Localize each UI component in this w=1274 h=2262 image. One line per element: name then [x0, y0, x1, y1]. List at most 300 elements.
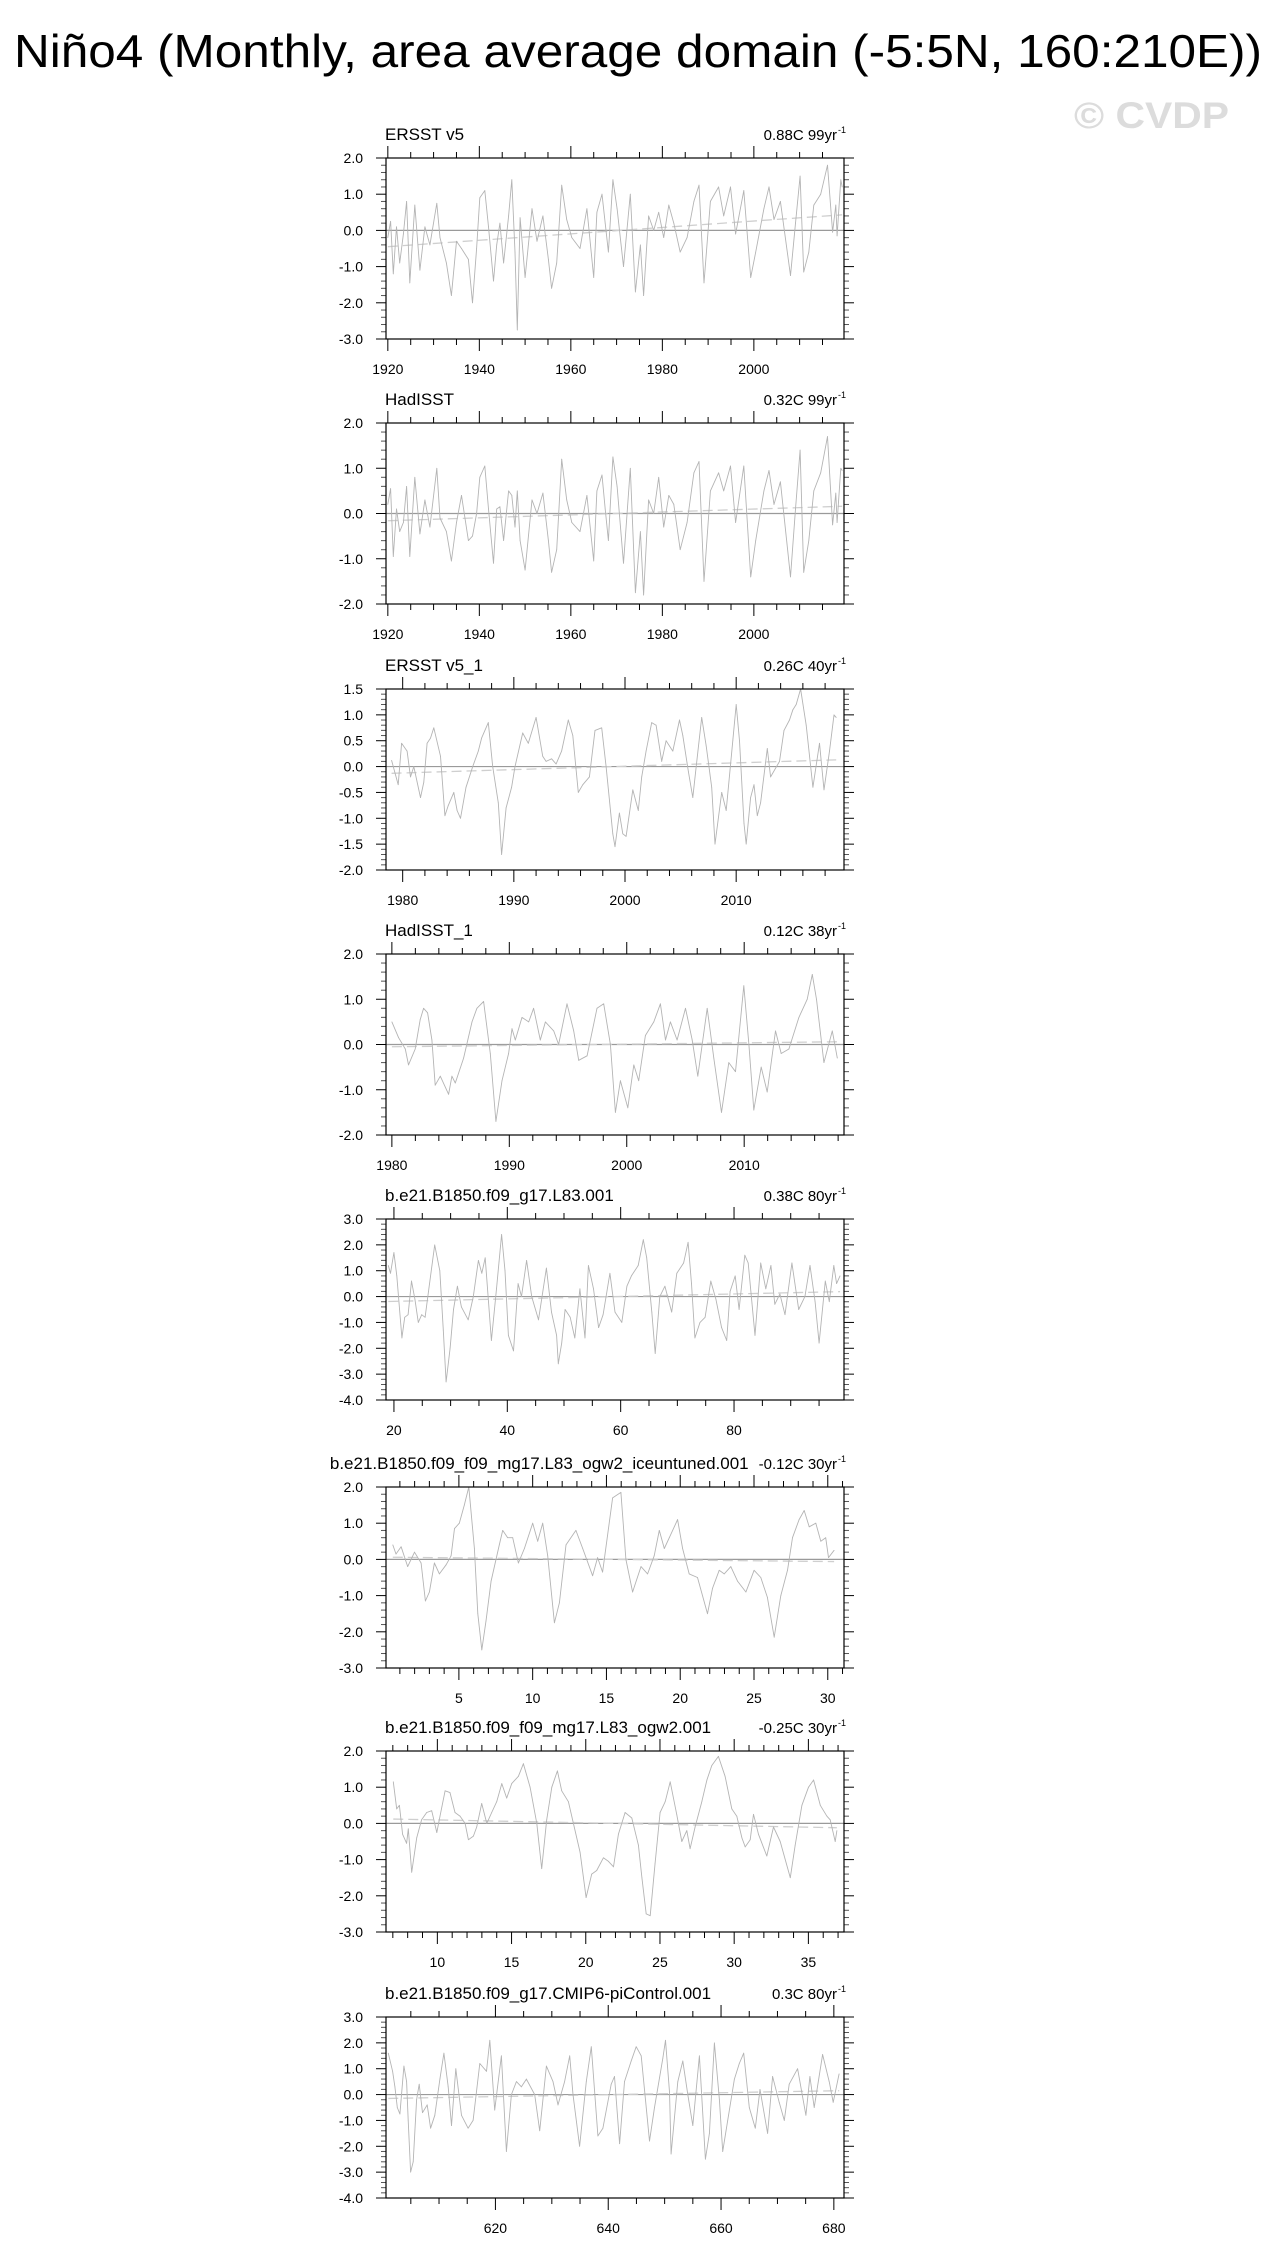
- data-point: [431, 1810, 432, 1811]
- data-point: [659, 1530, 660, 1531]
- y-tick-label: -2.0: [338, 596, 363, 612]
- data-point: [812, 974, 813, 975]
- data-point: [813, 1780, 814, 1781]
- panel-title: HadISST_1: [385, 921, 473, 940]
- data-point: [454, 1528, 455, 1529]
- data-point: [795, 509, 796, 510]
- x-tick-label: 30: [819, 1690, 836, 1706]
- data-point: [730, 1291, 731, 1292]
- data-point: [701, 1801, 702, 1802]
- data-point: [499, 1545, 500, 1546]
- data-point: [593, 561, 594, 562]
- data-point: [443, 2053, 444, 2054]
- data-point: [561, 1790, 562, 1791]
- data-point: [419, 533, 420, 534]
- data-point: [603, 1314, 604, 1315]
- data-point: [662, 2058, 663, 2059]
- data-point: [399, 531, 400, 532]
- data-point: [653, 1021, 654, 1022]
- data-point: [436, 1832, 437, 1833]
- chart-panel: [339, 1186, 854, 1438]
- trend-label: 0.88C 99yr: [763, 127, 837, 144]
- data-point: [451, 1076, 452, 1077]
- data-point: [690, 1848, 691, 1849]
- data-point: [556, 764, 557, 765]
- x-tick-label: 35: [800, 1954, 817, 1970]
- data-point: [476, 1008, 477, 1009]
- data-point: [688, 1242, 689, 1243]
- trend-label-superscript: -1: [838, 1718, 847, 1728]
- data-point: [597, 1008, 598, 1009]
- data-point: [408, 1828, 409, 1829]
- data-point: [770, 1265, 771, 1266]
- data-point: [391, 760, 392, 761]
- data-point: [564, 2081, 565, 2082]
- data-point: [582, 784, 583, 785]
- data-point: [546, 1268, 547, 1269]
- data-point: [496, 1288, 497, 1289]
- panel-title: ERSST v5_1: [385, 656, 483, 675]
- data-point: [537, 513, 538, 514]
- data-point: [588, 1265, 589, 1266]
- data-point: [654, 2107, 655, 2108]
- data-point: [592, 1575, 593, 1576]
- data-point: [745, 1847, 746, 1848]
- data-point: [518, 1283, 519, 1284]
- x-tick-label: 1960: [555, 361, 587, 377]
- data-point: [548, 259, 549, 260]
- data-point: [540, 1040, 541, 1041]
- data-point: [623, 266, 624, 267]
- data-point: [671, 2154, 672, 2155]
- data-point: [394, 1252, 395, 1253]
- data-point: [536, 717, 537, 718]
- data-point: [440, 756, 441, 757]
- data-point: [614, 2076, 615, 2077]
- data-point: [464, 1505, 465, 1506]
- data-point: [769, 470, 770, 471]
- data-point: [561, 185, 562, 186]
- x-tick-label: 1960: [555, 626, 587, 642]
- data-point: [413, 2161, 414, 2162]
- data-point: [728, 1062, 729, 1063]
- chart-panel: [330, 1454, 854, 1706]
- data-point: [713, 1058, 714, 1059]
- data-point: [799, 1017, 800, 1018]
- data-point: [636, 2046, 637, 2047]
- data-point: [486, 1823, 487, 1824]
- data-point: [697, 1076, 698, 1077]
- data-point: [781, 1053, 782, 1054]
- x-tick-label: 1980: [376, 1157, 408, 1173]
- data-point: [573, 2094, 574, 2095]
- data-point: [400, 2114, 401, 2115]
- data-point: [679, 720, 680, 721]
- data-point: [512, 1537, 513, 1538]
- y-tick-label: 0.0: [343, 222, 363, 239]
- data-point: [427, 2105, 428, 2106]
- data-point: [688, 771, 689, 772]
- data-point: [640, 244, 641, 245]
- data-point: [626, 1559, 627, 1560]
- data-point: [410, 777, 411, 778]
- data-point: [502, 1080, 503, 1081]
- y-tick-label: 0.5: [343, 732, 363, 749]
- data-point: [406, 1843, 407, 1844]
- data-point: [446, 263, 447, 264]
- y-tick-label: -3.0: [338, 331, 363, 347]
- data-point: [750, 797, 751, 798]
- data-point: [624, 2081, 625, 2082]
- y-tick-label: 2.0: [343, 946, 363, 962]
- data-point: [692, 797, 693, 798]
- data-point: [571, 522, 572, 523]
- data-point: [435, 1085, 436, 1086]
- data-point: [795, 223, 796, 224]
- x-tick-label: 1980: [387, 892, 419, 908]
- data-point: [494, 2110, 495, 2111]
- data-point: [575, 1530, 576, 1531]
- data-point: [551, 1312, 552, 1313]
- data-point: [598, 1327, 599, 1328]
- data-point: [508, 1335, 509, 1336]
- data-point: [790, 576, 791, 577]
- data-point: [468, 259, 469, 260]
- data-point: [645, 1035, 646, 1036]
- data-point: [832, 524, 833, 525]
- data-point: [402, 1834, 403, 1835]
- x-tick-label: 20: [577, 1954, 594, 1970]
- data-point: [491, 1581, 492, 1582]
- data-point: [488, 722, 489, 723]
- data-point: [520, 217, 521, 218]
- data-point: [655, 1353, 656, 1354]
- data-point: [411, 1872, 412, 1873]
- data-point: [493, 563, 494, 564]
- data-point: [656, 725, 657, 726]
- data-point: [822, 2054, 823, 2055]
- data-point: [501, 1783, 502, 1784]
- data-point: [602, 194, 603, 195]
- x-tick-label: 680: [822, 2220, 846, 2236]
- chart-panel: [339, 1718, 854, 1970]
- data-point: [421, 1563, 422, 1564]
- data-point: [406, 2081, 407, 2082]
- data-point: [409, 282, 410, 283]
- data-point: [767, 2133, 768, 2134]
- x-tick-label: 2000: [611, 1157, 643, 1173]
- panel-title: b.e21.B1850.f09_f09_mg17.L83_ogw2.001: [385, 1718, 712, 1737]
- data-point: [735, 1275, 736, 1276]
- data-point: [565, 1309, 566, 1310]
- data-point: [709, 2133, 710, 2134]
- data-point: [666, 740, 667, 741]
- data-point: [784, 2120, 785, 2121]
- data-point: [743, 466, 744, 467]
- data-point: [770, 777, 771, 778]
- data-point: [476, 248, 477, 249]
- y-tick-label: 2.0: [343, 415, 363, 431]
- y-tick-label: -3.0: [338, 1366, 363, 1383]
- trend-label-superscript: -1: [838, 1186, 847, 1196]
- data-point: [633, 1064, 634, 1065]
- data-point: [820, 1541, 821, 1542]
- data-point: [387, 504, 388, 505]
- data-point: [484, 190, 485, 191]
- data-point: [736, 1816, 737, 1817]
- data-point: [615, 1112, 616, 1113]
- data-point: [468, 1839, 469, 1840]
- data-point: [681, 1841, 682, 1842]
- data-point: [476, 513, 477, 514]
- data-point: [767, 1597, 768, 1598]
- data-point: [596, 1870, 597, 1871]
- data-point: [641, 1566, 642, 1567]
- data-point: [700, 1322, 701, 1323]
- data-point: [743, 985, 744, 986]
- data-point: [791, 1263, 792, 1264]
- data-point: [457, 1286, 458, 1287]
- data-point: [654, 1555, 655, 1556]
- data-point: [739, 740, 740, 741]
- data-point: [712, 1588, 713, 1589]
- data-point: [573, 1031, 574, 1032]
- y-tick-label: -2.0: [338, 1127, 363, 1143]
- data-point: [761, 1067, 762, 1068]
- data-point: [741, 1837, 742, 1838]
- data-point: [707, 1008, 708, 1009]
- data-point: [591, 1874, 592, 1875]
- data-point: [803, 572, 804, 573]
- data-point: [680, 549, 681, 550]
- data-point: [695, 1338, 696, 1339]
- y-tick-label: -2.0: [338, 1887, 363, 1904]
- data-point: [561, 459, 562, 460]
- data-point: [780, 201, 781, 202]
- data-point: [641, 777, 642, 778]
- data-point: [518, 1776, 519, 1777]
- data-point: [780, 1595, 781, 1596]
- data-point: [832, 1031, 833, 1032]
- y-tick-label: 2.0: [343, 1479, 363, 1495]
- data-point: [723, 490, 724, 491]
- data-point: [697, 1577, 698, 1578]
- data-point: [842, 187, 843, 188]
- y-tick-label: 0.0: [343, 758, 363, 775]
- data-point: [694, 201, 695, 202]
- data-point: [635, 592, 636, 593]
- data-point: [705, 2159, 706, 2160]
- data-point: [403, 234, 404, 235]
- data-point: [603, 2128, 604, 2129]
- nino4-series-line: [388, 2040, 839, 2172]
- data-point: [533, 1008, 534, 1009]
- panel-title: ERSST v5: [385, 125, 465, 144]
- data-point: [730, 466, 731, 467]
- data-point: [612, 1497, 613, 1498]
- data-point: [420, 1019, 421, 1020]
- data-point: [803, 272, 804, 273]
- data-point: [701, 717, 702, 718]
- data-point: [511, 179, 512, 180]
- data-point: [554, 1622, 555, 1623]
- y-tick-label: -2.0: [338, 2138, 363, 2155]
- y-tick-label: 0.0: [343, 1288, 363, 1305]
- data-point: [824, 1062, 825, 1063]
- panel-title: HadISST: [385, 390, 454, 409]
- data-point: [390, 1273, 391, 1274]
- data-point: [461, 2115, 462, 2116]
- data-point: [539, 2130, 540, 2131]
- data-point: [553, 1031, 554, 1032]
- x-tick-label: 30: [726, 1954, 742, 1970]
- data-point: [586, 2081, 587, 2082]
- data-point: [593, 1288, 594, 1289]
- data-point: [735, 1071, 736, 1072]
- data-point: [428, 1291, 429, 1292]
- data-point: [460, 818, 461, 819]
- data-point: [570, 1317, 571, 1318]
- data-point: [566, 1545, 567, 1546]
- data-point: [804, 1296, 805, 1297]
- data-point: [682, 735, 683, 736]
- data-point: [827, 1816, 828, 1817]
- data-point: [649, 2141, 650, 2142]
- data-point: [511, 495, 512, 496]
- data-point: [632, 1592, 633, 1593]
- nino4-series-line: [388, 1235, 840, 1382]
- data-point: [436, 203, 437, 204]
- data-point: [816, 999, 817, 1000]
- data-point: [388, 1265, 389, 1266]
- data-point: [401, 1338, 402, 1339]
- data-point: [799, 1519, 800, 1520]
- data-point: [683, 1263, 684, 1264]
- data-point: [532, 500, 533, 501]
- data-point: [448, 1094, 449, 1095]
- data-point: [439, 1573, 440, 1574]
- data-point: [586, 208, 587, 209]
- data-point: [578, 792, 579, 793]
- data-point: [638, 810, 639, 811]
- data-point: [677, 1519, 678, 1520]
- y-tick-label: 0.0: [343, 1551, 363, 1568]
- data-point: [734, 2079, 735, 2080]
- data-point: [765, 1288, 766, 1289]
- data-point: [508, 1053, 509, 1054]
- data-point: [780, 1841, 781, 1842]
- data-point: [542, 756, 543, 757]
- data-point: [646, 751, 647, 752]
- panel-stack: [330, 125, 854, 2236]
- data-point: [511, 2094, 512, 2095]
- data-point: [609, 1273, 610, 1274]
- y-tick-label: -2.0: [338, 294, 363, 311]
- data-point: [490, 1053, 491, 1054]
- data-point: [409, 556, 410, 557]
- data-point: [407, 1566, 408, 1567]
- data-point: [430, 2128, 431, 2129]
- data-point: [423, 1008, 424, 1009]
- data-point: [704, 581, 705, 582]
- data-point: [721, 1112, 722, 1113]
- data-point: [755, 1335, 756, 1336]
- data-point: [453, 1309, 454, 1310]
- data-point: [727, 2120, 728, 2121]
- chart-panel: [339, 656, 854, 908]
- data-point: [617, 486, 618, 487]
- data-point: [440, 1816, 441, 1817]
- data-point: [548, 540, 549, 541]
- trend-label: 0.3C 80yr: [771, 1986, 837, 2003]
- data-point: [615, 846, 616, 847]
- data-point: [670, 1781, 671, 1782]
- data-point: [587, 1055, 588, 1056]
- data-point: [669, 2092, 670, 2093]
- data-point: [406, 486, 407, 487]
- data-point: [676, 1814, 677, 1815]
- y-tick-label: -3.0: [338, 1924, 363, 1940]
- data-point: [835, 493, 836, 494]
- data-point: [605, 223, 606, 224]
- y-tick-label: -1.0: [338, 2112, 363, 2129]
- y-tick-label: 3.0: [343, 1211, 363, 1227]
- data-point: [784, 730, 785, 731]
- data-point: [536, 1823, 537, 1824]
- data-point: [820, 1805, 821, 1806]
- data-point: [744, 1255, 745, 1256]
- y-tick-label: 2.0: [343, 150, 363, 166]
- data-point: [819, 1343, 820, 1344]
- panel-title: b.e21.B1850.f09_g17.L83.001: [385, 1186, 614, 1205]
- data-point: [827, 436, 828, 437]
- data-point: [619, 813, 620, 814]
- data-point: [515, 527, 516, 528]
- plot-frame: [386, 158, 844, 339]
- data-point: [573, 1823, 574, 1824]
- data-point: [404, 2066, 405, 2067]
- data-point: [798, 1309, 799, 1310]
- trend-label: 0.32C 99yr: [763, 392, 837, 409]
- data-point: [810, 1265, 811, 1266]
- data-point: [532, 208, 533, 209]
- data-point: [559, 1602, 560, 1603]
- data-point: [513, 1350, 514, 1351]
- data-point: [792, 709, 793, 710]
- x-tick-label: 2010: [728, 1157, 760, 1173]
- data-point: [785, 1314, 786, 1315]
- data-point: [659, 1296, 660, 1297]
- x-tick-label: 10: [524, 1690, 541, 1706]
- data-point: [603, 1857, 604, 1858]
- data-point: [434, 2115, 435, 2116]
- data-point: [641, 2055, 642, 2056]
- data-point: [789, 720, 790, 721]
- data-point: [556, 263, 557, 264]
- data-point: [806, 725, 807, 726]
- data-point: [520, 540, 521, 541]
- data-point: [737, 1581, 738, 1582]
- data-point: [546, 1819, 547, 1820]
- data-point: [750, 277, 751, 278]
- data-point: [819, 743, 820, 744]
- y-tick-label: 0.0: [343, 1815, 363, 1832]
- x-tick-label: 2000: [609, 892, 641, 908]
- data-point: [663, 237, 664, 238]
- data-point: [401, 1546, 402, 1547]
- data-point: [457, 810, 458, 811]
- data-point: [790, 275, 791, 276]
